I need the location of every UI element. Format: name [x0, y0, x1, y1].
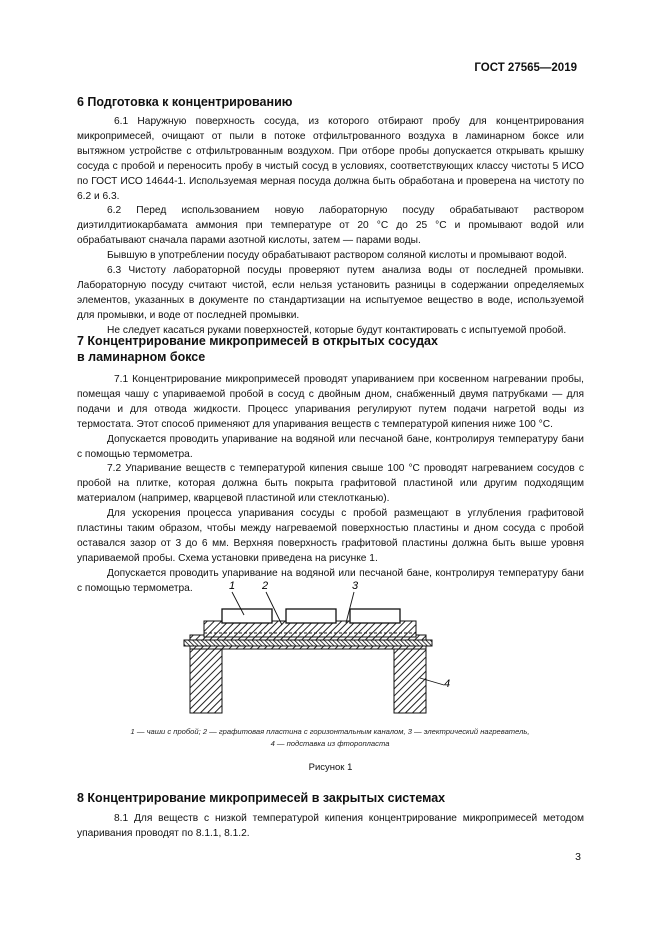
label-2: 2	[262, 580, 269, 592]
paragraph: Бывшую в употреблении посуду обрабатывают раствором соляной кислоты и промывают водой.	[107, 250, 567, 262]
document-header: ГОСТ 27565—2019	[474, 62, 577, 74]
paragraph: 6.1 Наружную поверхность сосуда, из которого отбирают пробу для концентрирования микропримесей, очищают от пыли в потоке отфильтрованного воздуха в ламинарном боксе или вытяжном устройстве с отфильтрованным воздухом. При отборе пробы допускается открывать крышку сосуда с пробой и переносить пробу в чистый сосуд в условиях, соответствующих классу чистоты 5 ИСО по ГОСТ ИСО 14644-1. Используемая мерная посуда должна быть обработана и проверена на чистоту по 6.2 и 6.3.	[77, 116, 584, 202]
sample-cup	[350, 609, 400, 623]
ptfe-support-left	[190, 647, 222, 713]
paragraph: 6.3 Чистоту лабораторной посуды проверяют путем анализа воды от последней промывки. Лабораторную посуду считают чистой, если нельзя установить разницы в содержании определяемых элементов, указанных в документе по стандартизации на испытуемое вещество в воде, используемой для промывки, и воде от последней промывки.	[77, 265, 584, 321]
section-6-title: 6 Подготовка к концентрированию	[77, 95, 293, 109]
paragraph: Допускается проводить упаривание на водяной или песчаной бане, контролируя температуру бани с помощью термометра.	[77, 567, 584, 594]
figure-1-diagram	[182, 575, 472, 725]
paragraph: 6.2 Перед использованием новую лабораторную посуду обрабатывают раствором диэтилдитиокарбамата аммония при температуре от 20 °С до 25 °С и промывают водой или обрабатывают сначала парами азотной кислоты, затем — парами воды.	[77, 205, 584, 247]
caption-text: — электрический нагреватель,	[411, 727, 530, 736]
paragraph: Для ускорения процесса упаривания сосуды с пробой размещают в углубления графитовой пластины таким образом, чтобы между нагреваемой поверхностью пластины и дном сосуда с пробой оставался зазор от 3 до 6 мм. Верхняя поверхность графитовой пластины должна быть выше уровня упариваемой пробы. Схема установки приведена на рисунке 1.	[77, 508, 584, 564]
section-7-body	[77, 373, 584, 597]
figure-title: Рисунок 1	[308, 762, 353, 773]
section-6-body	[77, 115, 584, 339]
caption-num: 1	[130, 727, 135, 736]
section-7-title-line1: 7 Концентрирование микропримесей в открытых сосудах	[77, 334, 438, 348]
ptfe-support-right	[394, 647, 426, 713]
page-number: 3	[575, 851, 581, 863]
section-7-title-line2: в ламинарном боксе	[77, 350, 206, 364]
label-1: 1	[229, 580, 236, 592]
electric-heater	[184, 640, 432, 646]
figure-caption	[90, 726, 570, 750]
sample-cup	[222, 609, 272, 623]
label-3: 3	[352, 580, 359, 592]
label-4: 4	[444, 678, 451, 690]
caption-num: 3	[407, 727, 412, 736]
caption-text: — чаши с пробой;	[134, 727, 203, 736]
caption-text: — графитовая пластина с горизонтальным каналом,	[207, 727, 408, 736]
paragraph: 7.1 Концентрирование микропримесей проводят упариванием при косвенном нагревании пробы, помещая чашу с упариваемой пробой в сосуд с двойным дном, снабженный двумя патрубками — для подачи и для отвода жидкости. Процесс упаривания регулируют путем подачи нагретой воды из термостата. Этот способ применяют для упаривания веществ с температурой кипения ниже 100 °С.	[77, 374, 584, 430]
paragraph: Не следует касаться руками поверхностей, которые будут контактировать с испытуемой пробой.	[107, 324, 567, 336]
section-8-body	[77, 812, 584, 842]
paragraph: Допускается проводить упаривание на водяной или песчаной бане, контролируя температуру бани с помощью термометра.	[77, 433, 584, 460]
section-7-title	[77, 333, 438, 365]
sample-cup	[286, 609, 336, 623]
section-8-title: 8 Концентрирование микропримесей в закрытых системах	[77, 791, 446, 805]
caption-num: 2	[202, 727, 208, 736]
paragraph: 7.2 Упаривание веществ с температурой кипения свыше 100 °С проводят нагреванием сосудов с пробой на плитке, которая должна быть покрыта графитовой пластиной или другим подходящим материалом (например, кварцевой пластиной или стеклотканью).	[77, 463, 584, 505]
paragraph: 8.1 Для веществ с низкой температурой кипения концентрирование микропримесей методом упаривания проводят по 8.1.1, 8.1.2.	[77, 813, 584, 839]
caption-num: 4	[270, 739, 275, 748]
caption-text: — подставка из фторопласта	[274, 739, 390, 748]
